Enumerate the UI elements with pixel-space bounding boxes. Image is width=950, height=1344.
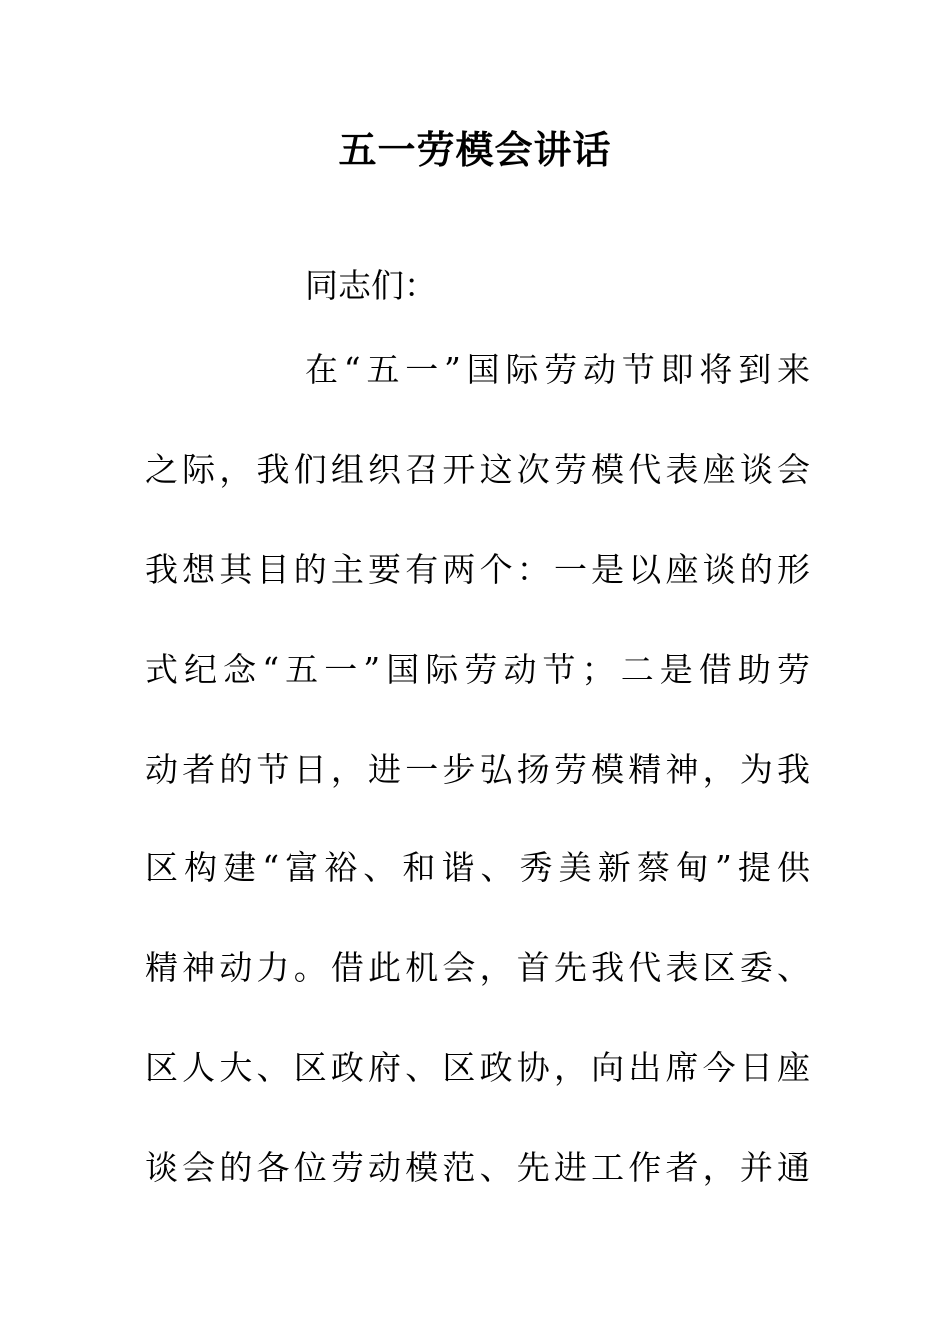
paragraph-line: 我想其目的主要有两个：一是以座谈的形	[145, 550, 815, 589]
paragraph-line: 之际，我们组织召开这次劳模代表座谈会	[145, 450, 815, 489]
paragraph-line: 在“五一”国际劳动节即将到来	[305, 350, 816, 389]
salutation: 同志们：	[305, 266, 437, 305]
paragraph-line: 谈会的各位劳动模范、先进工作者，并通	[145, 1148, 815, 1187]
paragraph-line: 区构建“富裕、和谐、秀美新蔡甸”提供	[145, 848, 817, 887]
paragraph-line: 区人大、区政府、区政协，向出席今日座	[145, 1048, 815, 1087]
paragraph-line: 精神动力。借此机会，首先我代表区委、	[145, 948, 815, 987]
paragraph-line: 动者的节日，进一步弘扬劳模精神，为我	[145, 750, 815, 789]
paragraph-line: 式纪念“五一”国际劳动节；二是借助劳	[145, 650, 817, 689]
document-title: 五一劳模会讲话	[338, 127, 612, 172]
